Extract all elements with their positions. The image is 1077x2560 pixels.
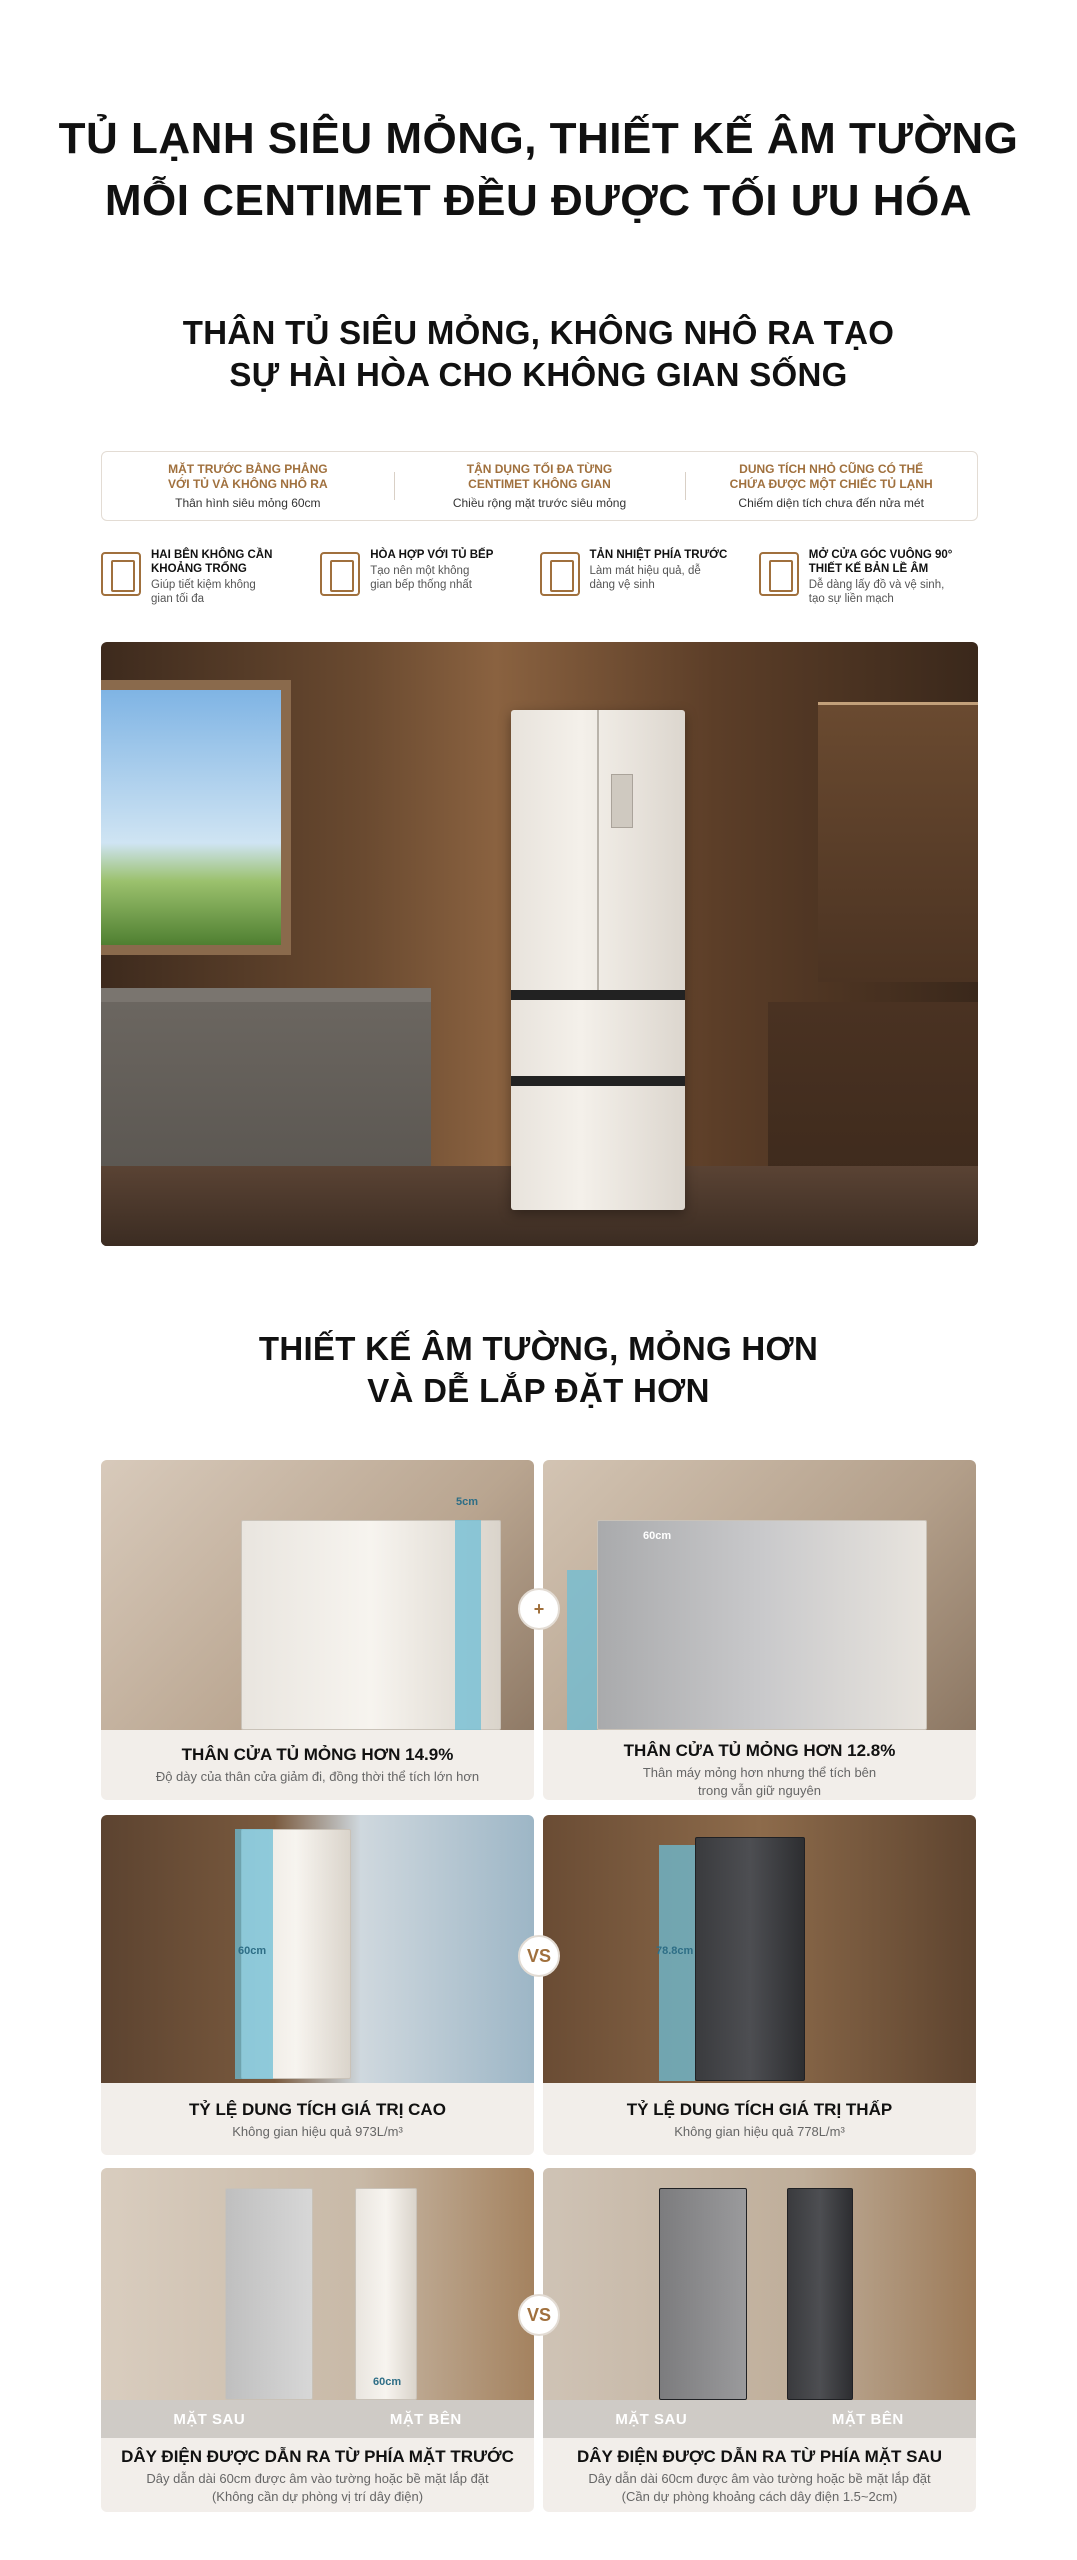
compare-card-back-cable	[543, 2168, 976, 2512]
card-subtitle: Không gian hiệu quả 973L/m³	[232, 2124, 403, 2139]
side-view-label: MẶT BÊN	[389, 2410, 462, 2428]
fridge-control-panel	[611, 774, 633, 828]
door-90-icon	[759, 552, 799, 596]
stat-subtitle: Chiều rộng mặt trước siêu mỏng	[452, 495, 627, 510]
door-thickness-image	[101, 1460, 534, 1730]
vs-badge: VS	[518, 1935, 560, 1977]
feature-subtitle: dàng vệ sinh	[589, 579, 655, 591]
low-ratio-image	[543, 1815, 976, 2083]
fridge-side-image	[787, 2188, 853, 2400]
stat-title: VỚI TỦ VÀ KHÔNG NHÔ RA	[168, 476, 328, 491]
card-title: DÂY ĐIỆN ĐƯỢC DẪN RA TỪ PHÍA MẶT SAU	[576, 2447, 943, 2466]
card-subtitle: Thân máy mỏng hơn nhưng thể tích bên	[642, 1765, 877, 1780]
stat-flat-front	[102, 462, 394, 511]
stat-title: DUNG TÍCH NHỎ CŨNG CÓ THỂ	[739, 461, 924, 476]
stat-space-usage	[394, 462, 686, 511]
card-subtitle: Dây dẫn dài 60cm được âm vào tường hoặc bề mặt lắp đặt	[588, 2471, 931, 2486]
feature-subtitle: tạo sự liền mạch	[808, 593, 894, 605]
fridge-image	[511, 710, 685, 1210]
section-2-title-line-1: THIẾT KẾ ÂM TƯỜNG, MỎNG HƠN	[258, 1330, 819, 1367]
feature-title: HAI BÊN KHÔNG CẦN	[151, 549, 273, 561]
stat-title: CENTIMET KHÔNG GIAN	[468, 476, 611, 491]
feature-subtitle: gian bếp thống nhất	[370, 579, 472, 591]
feature-front-vent	[540, 548, 759, 614]
features-row	[101, 548, 978, 614]
card-subtitle: Độ dày của thân cửa giảm đi, đồng thời thể tích lớn hơn	[155, 1769, 480, 1784]
feature-title: HÒA HỢP VỚI TỦ BẾP	[370, 549, 494, 561]
dimension-label: 60cm	[373, 2376, 402, 2388]
card-title: TỶ LỆ DUNG TÍCH GIÁ TRỊ THẤP	[626, 2100, 893, 2119]
feature-door-90	[759, 548, 978, 614]
stat-title: TẬN DỤNG TỐI ĐA TỪNG	[466, 461, 613, 476]
dimension-band	[567, 1570, 597, 1730]
side-view-label: MẶT BÊN	[831, 2410, 904, 2428]
high-ratio-image	[101, 1815, 534, 2083]
dimension-band	[659, 1845, 695, 2081]
card-subtitle: Dây dẫn dài 60cm được âm vào tường hoặc bề mặt lắp đặt	[146, 2471, 489, 2486]
feature-subtitle: gian tối đa	[151, 593, 205, 605]
feature-title: TẢN NHIỆT PHÍA TRƯỚC	[589, 549, 728, 561]
stat-small-footprint	[685, 462, 977, 511]
card-subtitle: trong vẫn giữ nguyên	[698, 1783, 821, 1798]
section-1-title-line-1: THÂN TỦ SIÊU MỎNG, KHÔNG NHÔ RA TẠO	[182, 314, 895, 351]
section-2-title-line-2: VÀ DỄ LẮP ĐẶT HƠN	[367, 1372, 710, 1409]
feature-subtitle: Dễ dàng lấy đồ và vệ sinh,	[808, 579, 945, 591]
fridge-side-image	[355, 2188, 417, 2400]
fridge-back-image	[659, 2188, 747, 2400]
fridge-drawer-handle	[511, 990, 685, 1000]
stat-subtitle: Chiếm diện tích chưa đến nửa mét	[738, 495, 924, 510]
card-title: THÂN CỬA TỦ MỎNG HƠN 14.9%	[181, 1745, 454, 1764]
card-title: DÂY ĐIỆN ĐƯỢC DẪN RA TỪ PHÍA MẶT TRƯỚC	[121, 2447, 514, 2466]
stat-subtitle: Thân hình siêu mỏng 60cm	[175, 495, 321, 510]
section-1-title	[0, 312, 1077, 396]
feature-title: THIẾT KẾ BẢN LỀ ÂM	[808, 563, 929, 575]
card-title: THÂN CỬA TỦ MỎNG HƠN 12.8%	[623, 1741, 896, 1760]
feature-title: MỞ CỬA GÓC VUÔNG 90°	[808, 549, 953, 561]
stats-bar	[101, 451, 978, 521]
window-image	[101, 680, 291, 955]
plus-badge: +	[518, 1588, 560, 1630]
dimension-band	[455, 1520, 481, 1730]
fridge-drawer-handle	[511, 1076, 685, 1086]
feature-subtitle: Tạo nên một không	[370, 565, 470, 577]
feature-title: KHOẢNG TRỐNG	[151, 563, 247, 575]
wood-shelf	[818, 702, 978, 982]
back-cable-image	[543, 2168, 976, 2400]
stat-title: CHỨA ĐƯỢC MỘT CHIẾC TỦ LẠNH	[729, 476, 933, 491]
back-view-label: MẶT SAU	[615, 2410, 688, 2428]
kitchen-fit-icon	[320, 552, 360, 596]
body-thickness-image	[543, 1460, 976, 1730]
fridge-back-image	[225, 2188, 313, 2400]
view-label-bar	[101, 2400, 534, 2438]
card-title: TỶ LỆ DUNG TÍCH GIÁ TRỊ CAO	[189, 2100, 446, 2119]
feature-no-side-gap	[101, 548, 320, 614]
feature-kitchen-fit	[320, 548, 539, 614]
stat-title: MẶT TRƯỚC BẰNG PHẲNG	[168, 461, 328, 476]
kitchen-photo	[101, 642, 978, 1246]
compare-card-high-ratio	[101, 1815, 534, 2155]
front-cable-image	[101, 2168, 534, 2400]
front-vent-icon	[540, 552, 580, 596]
dimension-label: 60cm	[238, 1945, 267, 1957]
page-title-line-2: MỖI CENTIMET ĐỀU ĐƯỢC TỐI ƯU HÓA	[104, 176, 973, 225]
page-title	[0, 108, 1077, 232]
back-view-label: MẶT SAU	[173, 2410, 246, 2428]
card-subtitle: Không gian hiệu quả 778L/m³	[674, 2124, 845, 2139]
dimension-label: 5cm	[456, 1496, 479, 1508]
compare-card-door	[101, 1460, 534, 1800]
fridge-image	[597, 1520, 927, 1730]
compare-card-body	[543, 1460, 976, 1800]
fridge-image	[695, 1837, 805, 2081]
vs-badge: VS	[518, 2294, 560, 2336]
fridge-door-split	[597, 710, 599, 990]
section-1-title-line-2: SỰ HÀI HÒA CHO KHÔNG GIAN SỐNG	[229, 356, 848, 393]
feature-subtitle: Làm mát hiệu quả, dễ	[589, 565, 701, 577]
section-2-title	[0, 1328, 1077, 1412]
dimension-label: 60cm	[643, 1530, 672, 1542]
feature-subtitle: Giúp tiết kiệm không	[151, 579, 256, 591]
fridge-gap-icon	[101, 552, 141, 596]
page-title-line-1: TỦ LẠNH SIÊU MỎNG, THIẾT KẾ ÂM TƯỜNG	[58, 114, 1019, 163]
compare-card-low-ratio	[543, 1815, 976, 2155]
view-label-bar	[543, 2400, 976, 2438]
card-subtitle: (Không cần dự phòng vị trí dây điện)	[211, 2489, 424, 2504]
compare-card-front-cable	[101, 2168, 534, 2512]
dimension-label: 78.8cm	[656, 1945, 694, 1957]
card-subtitle: (Cần dự phòng khoảng cách dây điện 1.5~2cm)	[621, 2489, 898, 2504]
